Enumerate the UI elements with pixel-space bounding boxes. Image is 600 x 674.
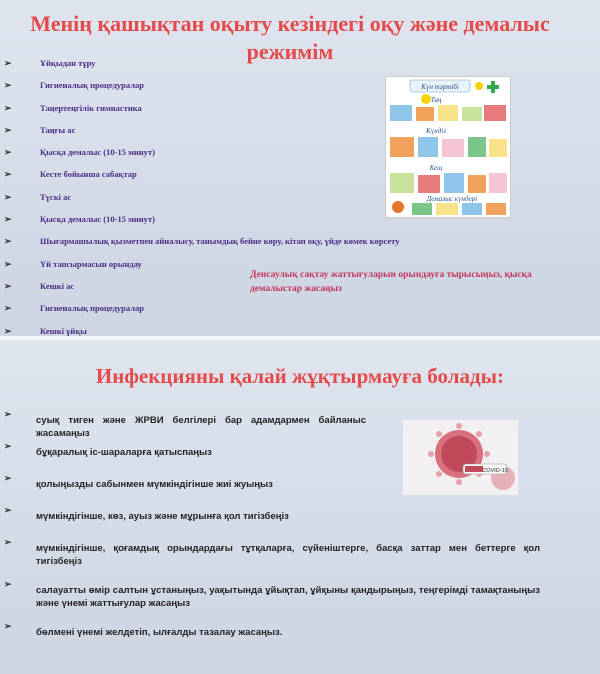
- list-item: ➢ Кешкі ас: [0, 275, 399, 297]
- arrow-bullet-icon: ➢: [4, 124, 12, 135]
- list-item: ➢ Гигиеналық процедуралар: [0, 74, 399, 96]
- list-item: ➢ Таңғы ас: [0, 119, 399, 141]
- list-item: ➢ Түскі ас: [0, 186, 399, 208]
- covid-label: COVID-19: [482, 468, 508, 474]
- arrow-bullet-icon: ➢: [4, 169, 12, 180]
- routine-morning-label: Таң: [430, 96, 442, 104]
- arrow-bullet-icon: ➢: [4, 621, 12, 631]
- arrow-bullet-icon: ➢: [4, 147, 12, 158]
- arrow-bullet-icon: ➢: [4, 58, 12, 68]
- arrow-bullet-icon: ➢: [4, 579, 12, 589]
- arrow-bullet-icon: ➢: [4, 537, 12, 547]
- arrow-bullet-icon: ➢: [4, 505, 12, 515]
- list-item: ➢ Үй тапсырмасын орындау: [0, 253, 399, 275]
- list-item: ➢ Ұйқыдан тұру: [0, 52, 399, 74]
- list-item: ➢ Кешкі ұйқы: [0, 320, 399, 342]
- routine-evening-label: Кеш: [429, 164, 443, 172]
- routine-heading: Күн тәртібі: [421, 83, 459, 91]
- routine-illustration-svg: [386, 77, 510, 217]
- list-item: ➢ Қысқа демалыс (10-15 минут): [0, 208, 399, 230]
- list-item: ➢ қолыңызды сабынмен мүмкіндігінше жиі жуыңыз: [4, 473, 273, 490]
- arrow-bullet-icon: ➢: [4, 236, 12, 247]
- arrow-bullet-icon: ➢: [4, 325, 12, 336]
- routine-weekend-label: Демалыс күндері: [426, 195, 478, 203]
- page-title: Менің қашықтан оқыту кезіндегі оқу және демалыс режимім: [30, 11, 550, 64]
- covid-illustration-svg: [403, 420, 518, 495]
- daily-routine-illustration: [385, 76, 511, 218]
- arrow-bullet-icon: ➢: [4, 473, 12, 483]
- list-item: ➢ бұқаралық іс-шараларға қатыспаңыз: [4, 441, 212, 458]
- arrow-bullet-icon: ➢: [4, 191, 12, 202]
- arrow-bullet-icon: ➢: [4, 214, 12, 225]
- list-item: ➢ Таңертеңгілік гимнастика: [0, 97, 399, 119]
- list-item: ➢ салауатты өмір салтын ұстаныңыз, уақытында ұйықтап, ұйқыны қандырыңыз, теңгерімді тамақтаныңыз және үнемі жаттығулар жасаңыз: [4, 579, 540, 609]
- list-item: ➢ Кесте бойынша сабақтар: [0, 163, 399, 185]
- arrow-bullet-icon: ➢: [4, 258, 12, 269]
- list-item: ➢ суық тиген және ЖРВИ белгілері бар адамдармен байланыс жасамаңыз: [4, 409, 366, 439]
- list-item: ➢ Шығармашылық қызметпен айналысу, танымдық бейне көру, кітап оқу, үйде көмек көрсету: [0, 230, 399, 252]
- arrow-bullet-icon: ➢: [4, 280, 12, 291]
- arrow-bullet-icon: ➢: [4, 102, 12, 113]
- arrow-bullet-icon: ➢: [4, 409, 12, 419]
- slide-infection-prevention: [0, 340, 600, 674]
- covid-illustration: [403, 420, 518, 495]
- routine-day-label: Күндіз: [426, 127, 446, 135]
- list-item: ➢ мүмкіндігінше, көз, ауыз және мұрынға қол тигізбеңіз: [4, 505, 289, 522]
- list-item: ➢ мүмкіндігінше, қоғамдық орындардағы тұтқаларға, сүйеніштерге, басқа заттар мен беттерге қол тигізбеңіз: [4, 537, 540, 567]
- list-item: ➢ бөлмені үнемі желдетіп, ылғалды тазалау жасаңыз.: [4, 621, 283, 638]
- health-note: Денсаулық сақтау жаттығуларын орындауға тырысыңыз, қысқа демалыстар жасаңыз: [250, 270, 532, 294]
- routine-list: [0, 52, 399, 342]
- slide-daily-routine: [0, 0, 600, 336]
- list-item: ➢ Гигиеналық процедуралар: [0, 297, 399, 319]
- section-title: Инфекцияны қалай жұқтырмауға болады:: [95, 364, 505, 388]
- list-item: ➢ Қысқа демалыс (10-15 минут): [0, 141, 399, 163]
- arrow-bullet-icon: ➢: [4, 80, 12, 91]
- arrow-bullet-icon: ➢: [4, 303, 12, 314]
- arrow-bullet-icon: ➢: [4, 441, 12, 451]
